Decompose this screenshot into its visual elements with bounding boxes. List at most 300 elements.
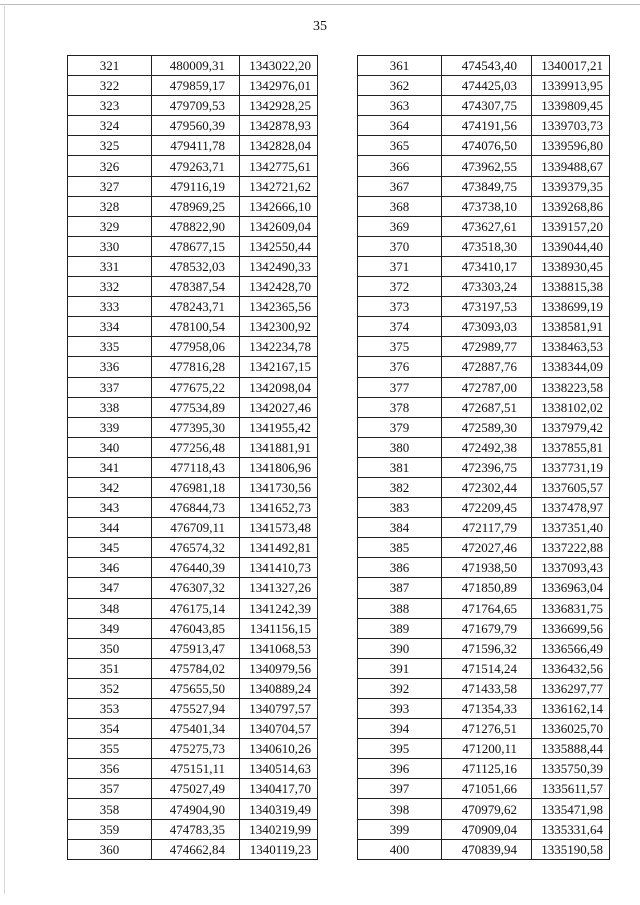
y-coordinate-cell: 1338699,19 [532,297,610,317]
table-row [68,799,318,819]
point-number-cell: 347 [68,578,152,598]
point-number-cell: 362 [358,76,442,96]
point-number-cell: 391 [358,658,442,678]
y-coordinate-cell: 1336025,70 [532,719,610,739]
x-coordinate-cell: 471051,66 [442,779,532,799]
x-coordinate-cell: 477816,28 [152,357,240,377]
point-number-cell: 365 [358,136,442,156]
y-coordinate-cell: 1342775,61 [240,156,318,176]
y-coordinate-cell: 1336963,04 [532,578,610,598]
point-number-cell: 398 [358,799,442,819]
point-number-cell: 345 [68,538,152,558]
y-coordinate-cell: 1338344,09 [532,357,610,377]
y-coordinate-cell: 1342666,10 [240,196,318,216]
y-coordinate-cell: 1340119,23 [240,839,318,859]
x-coordinate-cell: 471596,32 [442,638,532,658]
table-row [358,618,610,638]
x-coordinate-cell: 477534,89 [152,397,240,417]
x-coordinate-cell: 471276,51 [442,719,532,739]
x-coordinate-cell: 473197,53 [442,297,532,317]
table-row [358,116,610,136]
y-coordinate-cell: 1341327,26 [240,578,318,598]
x-coordinate-cell: 472887,76 [442,357,532,377]
table-row [358,678,610,698]
table-row [358,236,610,256]
y-coordinate-cell: 1337605,57 [532,477,610,497]
x-coordinate-cell: 472027,46 [442,538,532,558]
point-number-cell: 329 [68,216,152,236]
table-row [358,216,610,236]
x-coordinate-cell: 477675,22 [152,377,240,397]
point-number-cell: 379 [358,417,442,437]
x-coordinate-cell: 472117,79 [442,518,532,538]
y-coordinate-cell: 1335190,58 [532,839,610,859]
x-coordinate-cell: 476043,85 [152,618,240,638]
table-row [68,176,318,196]
table-row [358,56,610,76]
x-coordinate-cell: 477256,48 [152,437,240,457]
y-coordinate-cell: 1339044,40 [532,236,610,256]
table-row [68,437,318,457]
x-coordinate-cell: 478387,54 [152,277,240,297]
x-coordinate-cell: 472787,00 [442,377,532,397]
point-number-cell: 366 [358,156,442,176]
table-row [68,618,318,638]
x-coordinate-cell: 476175,14 [152,598,240,618]
point-number-cell: 351 [68,658,152,678]
point-number-cell: 348 [68,598,152,618]
point-number-cell: 361 [358,56,442,76]
y-coordinate-cell: 1343022,20 [240,56,318,76]
y-coordinate-cell: 1342976,01 [240,76,318,96]
point-number-cell: 358 [68,799,152,819]
y-coordinate-cell: 1339488,67 [532,156,610,176]
y-coordinate-cell: 1340514,63 [240,759,318,779]
point-number-cell: 382 [358,477,442,497]
y-coordinate-cell: 1338930,45 [532,256,610,276]
point-number-cell: 344 [68,518,152,538]
point-number-cell: 394 [358,719,442,739]
y-coordinate-cell: 1342928,25 [240,96,318,116]
point-number-cell: 385 [358,538,442,558]
x-coordinate-cell: 476709,11 [152,518,240,538]
point-number-cell: 374 [358,317,442,337]
point-number-cell: 340 [68,437,152,457]
y-coordinate-cell: 1339268,86 [532,196,610,216]
point-number-cell: 393 [358,699,442,719]
x-coordinate-cell: 474191,56 [442,116,532,136]
point-number-cell: 395 [358,739,442,759]
table-row [68,196,318,216]
table-row [68,498,318,518]
y-coordinate-cell: 1342234,78 [240,337,318,357]
y-coordinate-cell: 1341652,73 [240,498,318,518]
top-border-line [0,4,640,5]
table-row [358,297,610,317]
x-coordinate-cell: 471200,11 [442,739,532,759]
point-number-cell: 353 [68,699,152,719]
point-number-cell: 326 [68,156,152,176]
point-number-cell: 386 [358,558,442,578]
table-row [358,739,610,759]
point-number-cell: 383 [358,498,442,518]
x-coordinate-cell: 470979,62 [442,799,532,819]
point-number-cell: 325 [68,136,152,156]
table-row [358,819,610,839]
coordinates-table-right [357,55,610,860]
table-row [358,256,610,276]
point-number-cell: 338 [68,397,152,417]
point-number-cell: 333 [68,297,152,317]
point-number-cell: 378 [358,397,442,417]
x-coordinate-cell: 474543,40 [442,56,532,76]
point-number-cell: 370 [358,236,442,256]
y-coordinate-cell: 1342027,46 [240,397,318,417]
y-coordinate-cell: 1342490,33 [240,256,318,276]
point-number-cell: 322 [68,76,152,96]
point-number-cell: 377 [358,377,442,397]
y-coordinate-cell: 1335611,57 [532,779,610,799]
table-row [358,658,610,678]
point-number-cell: 359 [68,819,152,839]
table-row [358,578,610,598]
point-number-cell: 352 [68,678,152,698]
table-row [68,236,318,256]
y-coordinate-cell: 1339703,73 [532,116,610,136]
x-coordinate-cell: 472687,51 [442,397,532,417]
x-coordinate-cell: 480009,31 [152,56,240,76]
x-coordinate-cell: 473518,30 [442,236,532,256]
y-coordinate-cell: 1336297,77 [532,678,610,698]
table-row [68,96,318,116]
y-coordinate-cell: 1336831,75 [532,598,610,618]
x-coordinate-cell: 472302,44 [442,477,532,497]
y-coordinate-cell: 1339809,45 [532,96,610,116]
y-coordinate-cell: 1340889,24 [240,678,318,698]
table-row [68,578,318,598]
point-number-cell: 380 [358,437,442,457]
point-number-cell: 321 [68,56,152,76]
table-row [68,558,318,578]
point-number-cell: 397 [358,779,442,799]
page-number: 35 [313,19,327,34]
point-number-cell: 342 [68,477,152,497]
x-coordinate-cell: 476440,39 [152,558,240,578]
y-coordinate-cell: 1342550,44 [240,236,318,256]
table-row [68,337,318,357]
y-coordinate-cell: 1337478,97 [532,498,610,518]
y-coordinate-cell: 1341492,81 [240,538,318,558]
x-coordinate-cell: 472209,45 [442,498,532,518]
x-coordinate-cell: 471938,50 [442,558,532,578]
table-row [68,457,318,477]
x-coordinate-cell: 470839,94 [442,839,532,859]
x-coordinate-cell: 479709,53 [152,96,240,116]
y-coordinate-cell: 1338463,53 [532,337,610,357]
table-row [68,216,318,236]
x-coordinate-cell: 478532,03 [152,256,240,276]
table-row [358,699,610,719]
x-coordinate-cell: 477118,43 [152,457,240,477]
y-coordinate-cell: 1340610,26 [240,739,318,759]
x-coordinate-cell: 472492,38 [442,437,532,457]
point-number-cell: 381 [358,457,442,477]
x-coordinate-cell: 473738,10 [442,196,532,216]
x-coordinate-cell: 478969,25 [152,196,240,216]
table-row [358,598,610,618]
y-coordinate-cell: 1337855,81 [532,437,610,457]
table-row [68,357,318,377]
table-row [68,136,318,156]
x-coordinate-cell: 473093,03 [442,317,532,337]
table-row [358,538,610,558]
y-coordinate-cell: 1341730,56 [240,477,318,497]
point-number-cell: 369 [358,216,442,236]
y-coordinate-cell: 1340979,56 [240,658,318,678]
y-coordinate-cell: 1341573,48 [240,518,318,538]
point-number-cell: 400 [358,839,442,859]
table-row [358,498,610,518]
y-coordinate-cell: 1341068,53 [240,638,318,658]
coordinates-table-left [67,55,318,860]
point-number-cell: 341 [68,457,152,477]
table-row [358,477,610,497]
y-coordinate-cell: 1341806,96 [240,457,318,477]
y-coordinate-cell: 1342300,92 [240,317,318,337]
y-coordinate-cell: 1341242,39 [240,598,318,618]
point-number-cell: 363 [358,96,442,116]
table-row [358,759,610,779]
table-row [358,719,610,739]
table-row [68,538,318,558]
x-coordinate-cell: 474076,50 [442,136,532,156]
table-row [68,397,318,417]
x-coordinate-cell: 478677,15 [152,236,240,256]
x-coordinate-cell: 471514,24 [442,658,532,678]
x-coordinate-cell: 472396,75 [442,457,532,477]
point-number-cell: 349 [68,618,152,638]
point-number-cell: 355 [68,739,152,759]
table-row [358,277,610,297]
y-coordinate-cell: 1342721,62 [240,176,318,196]
point-number-cell: 324 [68,116,152,136]
point-number-cell: 390 [358,638,442,658]
y-coordinate-cell: 1337979,42 [532,417,610,437]
point-number-cell: 335 [68,337,152,357]
table-row [68,277,318,297]
table-row [68,116,318,136]
table-row [68,56,318,76]
table-row [358,357,610,377]
x-coordinate-cell: 478243,71 [152,297,240,317]
point-number-cell: 328 [68,196,152,216]
y-coordinate-cell: 1341156,15 [240,618,318,638]
table-row [358,317,610,337]
table-row [68,598,318,618]
table-row [358,518,610,538]
y-coordinate-cell: 1342365,56 [240,297,318,317]
y-coordinate-cell: 1340017,21 [532,56,610,76]
y-coordinate-cell: 1337731,19 [532,457,610,477]
y-coordinate-cell: 1337093,43 [532,558,610,578]
y-coordinate-cell: 1342828,04 [240,136,318,156]
point-number-cell: 331 [68,256,152,276]
y-coordinate-cell: 1342878,93 [240,116,318,136]
y-coordinate-cell: 1342098,04 [240,377,318,397]
table-row [358,196,610,216]
table-row [68,317,318,337]
x-coordinate-cell: 475275,73 [152,739,240,759]
y-coordinate-cell: 1341410,73 [240,558,318,578]
x-coordinate-cell: 477395,30 [152,417,240,437]
table-row [358,156,610,176]
table-row [68,417,318,437]
table-row [358,558,610,578]
table-row [68,658,318,678]
y-coordinate-cell: 1337351,40 [532,518,610,538]
x-coordinate-cell: 471125,16 [442,759,532,779]
point-number-cell: 375 [358,337,442,357]
table-row [358,437,610,457]
y-coordinate-cell: 1340704,57 [240,719,318,739]
table-row [358,799,610,819]
x-coordinate-cell: 476307,32 [152,578,240,598]
y-coordinate-cell: 1341955,42 [240,417,318,437]
y-coordinate-cell: 1338223,58 [532,377,610,397]
table-row [68,518,318,538]
y-coordinate-cell: 1338815,38 [532,277,610,297]
table-row [358,779,610,799]
table-row [358,337,610,357]
x-coordinate-cell: 474662,84 [152,839,240,859]
y-coordinate-cell: 1342428,70 [240,277,318,297]
y-coordinate-cell: 1336162,14 [532,699,610,719]
y-coordinate-cell: 1338581,91 [532,317,610,337]
x-coordinate-cell: 478822,90 [152,216,240,236]
point-number-cell: 399 [358,819,442,839]
table-row [68,819,318,839]
point-number-cell: 373 [358,297,442,317]
point-number-cell: 346 [68,558,152,578]
y-coordinate-cell: 1339157,20 [532,216,610,236]
x-coordinate-cell: 475913,47 [152,638,240,658]
table-row [68,638,318,658]
table-row [358,176,610,196]
x-coordinate-cell: 474783,35 [152,819,240,839]
point-number-cell: 357 [68,779,152,799]
y-coordinate-cell: 1339913,95 [532,76,610,96]
x-coordinate-cell: 473962,55 [442,156,532,176]
point-number-cell: 323 [68,96,152,116]
point-number-cell: 332 [68,277,152,297]
table-row [358,76,610,96]
x-coordinate-cell: 471850,89 [442,578,532,598]
x-coordinate-cell: 475401,34 [152,719,240,739]
y-coordinate-cell: 1335331,64 [532,819,610,839]
y-coordinate-cell: 1340417,70 [240,779,318,799]
x-coordinate-cell: 479411,78 [152,136,240,156]
y-coordinate-cell: 1335888,44 [532,739,610,759]
y-coordinate-cell: 1335471,98 [532,799,610,819]
table-row [68,76,318,96]
point-number-cell: 330 [68,236,152,256]
point-number-cell: 372 [358,277,442,297]
y-coordinate-cell: 1336566,49 [532,638,610,658]
table-row [68,739,318,759]
point-number-cell: 371 [358,256,442,276]
x-coordinate-cell: 475151,11 [152,759,240,779]
table-row [68,678,318,698]
x-coordinate-cell: 472989,77 [442,337,532,357]
x-coordinate-cell: 474904,90 [152,799,240,819]
x-coordinate-cell: 471433,58 [442,678,532,698]
table-row [68,779,318,799]
y-coordinate-cell: 1340319,49 [240,799,318,819]
x-coordinate-cell: 476844,73 [152,498,240,518]
point-number-cell: 356 [68,759,152,779]
point-number-cell: 339 [68,417,152,437]
x-coordinate-cell: 473303,24 [442,277,532,297]
x-coordinate-cell: 471354,33 [442,699,532,719]
point-number-cell: 327 [68,176,152,196]
table-row [358,839,610,859]
x-coordinate-cell: 478100,54 [152,317,240,337]
y-coordinate-cell: 1339379,35 [532,176,610,196]
x-coordinate-cell: 476574,32 [152,538,240,558]
point-number-cell: 368 [358,196,442,216]
y-coordinate-cell: 1342167,15 [240,357,318,377]
table-row [358,457,610,477]
y-coordinate-cell: 1336432,56 [532,658,610,678]
table-row [358,136,610,156]
table-row [68,477,318,497]
y-coordinate-cell: 1337222,88 [532,538,610,558]
point-number-cell: 388 [358,598,442,618]
y-coordinate-cell: 1340219,99 [240,819,318,839]
table-row [68,377,318,397]
point-number-cell: 354 [68,719,152,739]
y-coordinate-cell: 1338102,02 [532,397,610,417]
table-row [68,759,318,779]
table-row [68,297,318,317]
x-coordinate-cell: 471679,79 [442,618,532,638]
point-number-cell: 384 [358,518,442,538]
left-border-line [4,4,5,894]
table-row [68,699,318,719]
x-coordinate-cell: 475527,94 [152,699,240,719]
table-row [68,839,318,859]
point-number-cell: 376 [358,357,442,377]
y-coordinate-cell: 1342609,04 [240,216,318,236]
point-number-cell: 367 [358,176,442,196]
table-row [358,417,610,437]
x-coordinate-cell: 475784,02 [152,658,240,678]
x-coordinate-cell: 471764,65 [442,598,532,618]
x-coordinate-cell: 473849,75 [442,176,532,196]
x-coordinate-cell: 473627,61 [442,216,532,236]
point-number-cell: 364 [358,116,442,136]
table-row [68,719,318,739]
table-row [68,156,318,176]
y-coordinate-cell: 1340797,57 [240,699,318,719]
x-coordinate-cell: 479859,17 [152,76,240,96]
x-coordinate-cell: 474425,03 [442,76,532,96]
table-row [358,377,610,397]
point-number-cell: 387 [358,578,442,598]
point-number-cell: 337 [68,377,152,397]
point-number-cell: 396 [358,759,442,779]
x-coordinate-cell: 473410,17 [442,256,532,276]
